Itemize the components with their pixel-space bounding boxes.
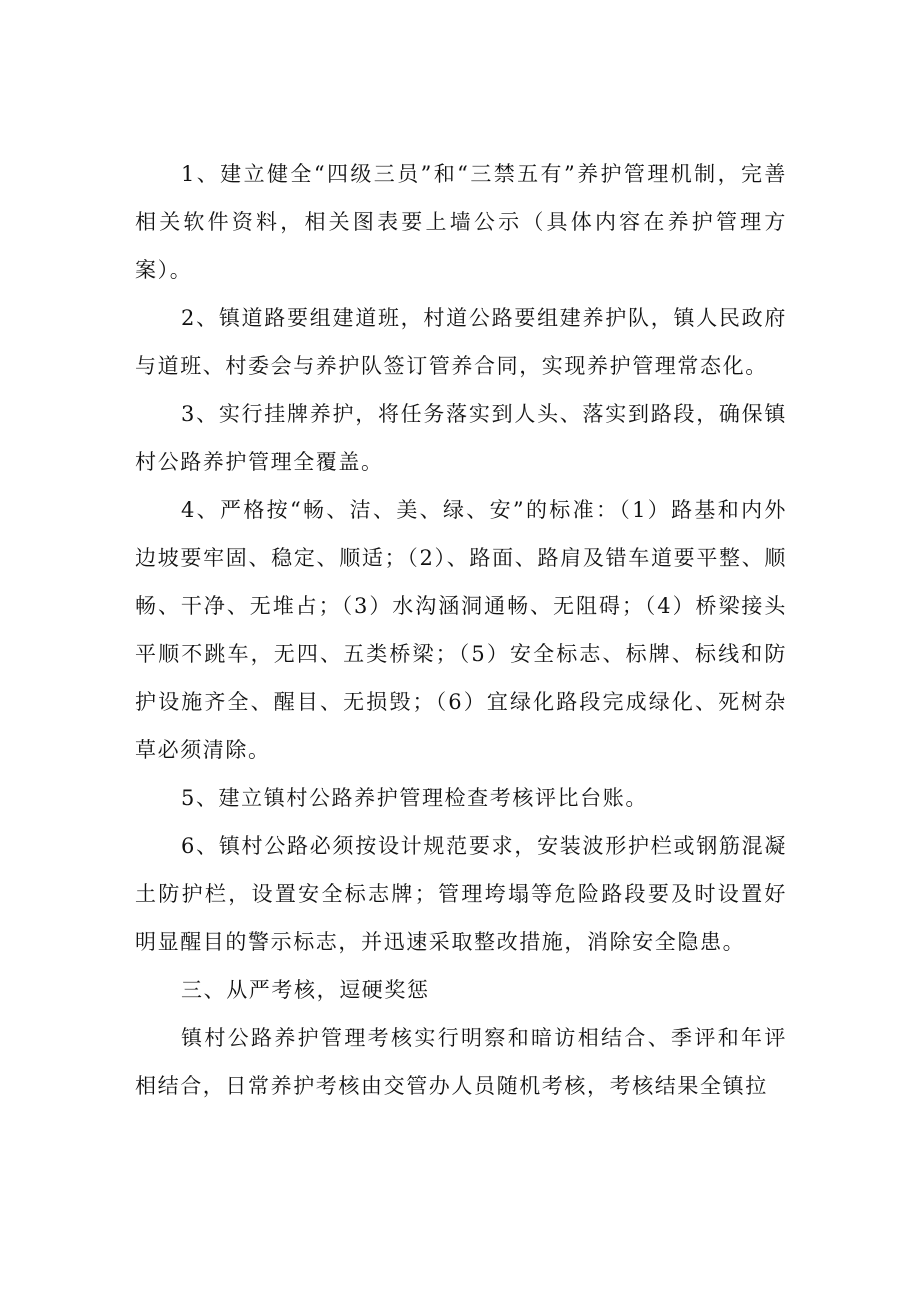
paragraph-item-5: 5、建立镇村公路养护管理检查考核评比台账。 — [181, 786, 648, 810]
paragraph-item-2: 2、镇道路要组建道班，村道公路要组建养护队，镇人民政府与道班、村委会与养护队签订管养合同，实现养护管理常态化。 — [135, 306, 787, 378]
paragraph-item-6: 6、镇村公路必须按设计规范要求，安装波形护栏或钢筋混凝土防护栏，设置安全标志牌；管理垮塌等危险路段要及时设置好明显醒目的警示标志，并迅速采取整改措施，消除安全隐患。 — [135, 834, 787, 954]
paragraph-assessment: 镇村公路养护管理考核实行明察和暗访相结合、季评和年评相结合，日常养护考核由交管办人员随机考核，考核结果全镇拉 — [135, 1026, 787, 1098]
document-body — [135, 150, 787, 1110]
paragraph-item-4: 4、严格按“畅、洁、美、绿、安”的标准：（1）路基和内外边坡要牢固、稳定、顺适；（2）、路面、路肩及错车道要平整、顺畅、干净、无堆占；（3）水沟涵洞通畅、无阻碍；（4）桥梁接头平顺不跳车，无四、五类桥梁；（5）安全标志、标牌、标线和防护设施齐全、醒目、无损毁；（6）宜绿化路段完成绿化、死树杂草必须清除。 — [135, 498, 787, 762]
section-heading: 三、从严考核，逗硬奖惩 — [181, 978, 430, 1002]
paragraph-item-3: 3、实行挂牌养护，将任务落实到人头、落实到路段，确保镇村公路养护管理全覆盖。 — [135, 402, 787, 474]
paragraph-item-1: 1、建立健全“四级三员”和“三禁五有”养护管理机制，完善相关软件资料，相关图表要上墙公示（具体内容在养护管理方案）。 — [135, 162, 787, 282]
